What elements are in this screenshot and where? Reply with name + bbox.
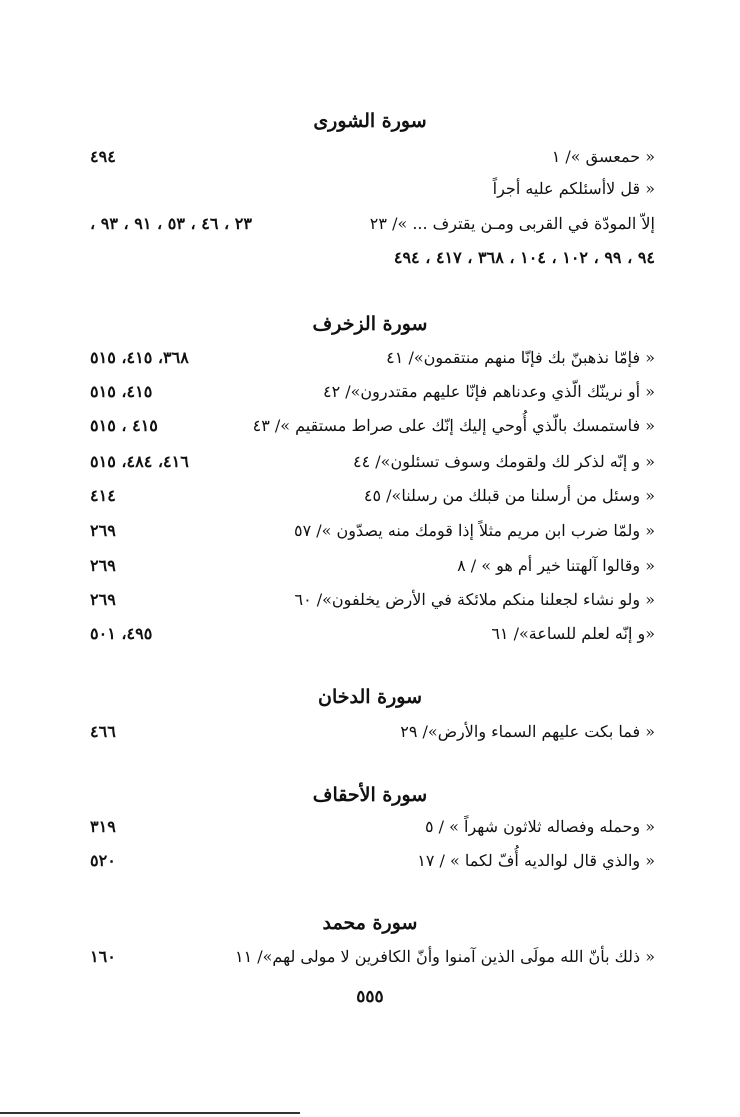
index-entry <box>90 485 655 515</box>
page-refs: ٣١٩ <box>90 817 116 836</box>
index-entry <box>90 623 655 653</box>
page-refs: ٤١٥ ، ٥١٥ <box>90 416 158 435</box>
index-entry <box>90 213 655 243</box>
page-number: ٥٥٥ <box>356 987 384 1007</box>
page-refs: ٢٦٩ <box>90 590 116 609</box>
scan-edge-line <box>0 1112 300 1114</box>
page-refs: ٤١٥، ٥١٥ <box>90 382 153 401</box>
section-title: سورة الأحقاف <box>312 784 428 806</box>
verse-text: « وحمله وفصاله ثلاثون شهراً » / ٥ <box>424 817 655 836</box>
verse-text: « حمعسق »/ ١ <box>551 147 655 166</box>
index-entry <box>90 381 655 411</box>
index-entry <box>90 721 655 751</box>
section-title: سورة الدخان <box>317 686 422 708</box>
page-refs: ٣٦٨، ٤١٥، ٥١٥ <box>90 348 189 367</box>
page-refs: ٢٦٩ <box>90 556 116 575</box>
page-refs-continuation: ٩٤ ، ٩٩ ، ١٠٢ ، ١٠٤ ، ٣٦٨ ، ٤١٧ ، ٤٩٤ <box>393 248 655 267</box>
section-title: سورة الزخرف <box>312 313 428 335</box>
verse-text: « وسئل من أرسلنا من قبلك من رسلنا»/ ٤٥ <box>363 486 655 505</box>
index-entry <box>90 415 655 445</box>
index-entry <box>90 850 655 880</box>
index-entry <box>90 347 655 377</box>
index-entry <box>90 946 655 976</box>
page-refs: ١٦٠ <box>90 947 116 966</box>
verse-text: « و إنّه لذكر لك ولقومك وسوف تسئلون»/ ٤٤ <box>353 452 655 471</box>
verse-text: « ولمّا ضرب ابن مريم مثلاً إذا قومك منه يصدّون »/ ٥٧ <box>294 521 655 540</box>
index-entry <box>90 178 655 208</box>
verse-text: « فاستمسك بالّذي أُوحي إليك إنّك على صراط مستقيم »/ ٤٣ <box>252 416 655 435</box>
section-title: سورة الشورى <box>313 110 427 132</box>
verse-text: إلاّ المودّة في القربى ومـن يقترف ... »/ ٢٣ <box>369 214 655 233</box>
index-entry <box>90 520 655 550</box>
section-title: سورة محمد <box>322 912 418 934</box>
verse-text: « والذي قال لوالديه أُفّ لكما » / ١٧ <box>417 851 655 870</box>
page-refs: ٢٣ ، ٤٦ ، ٥٣ ، ٩١ ، ٩٣ ، <box>90 214 252 233</box>
page-refs: ٤١٤ <box>90 486 116 505</box>
verse-text: « وقالوا آلهتنا خير أم هو » / ٨ <box>457 556 655 575</box>
page-refs: ٢٦٩ <box>90 521 116 540</box>
page-refs: ٤٦٦ <box>90 722 116 741</box>
index-entry <box>90 146 655 176</box>
verse-text: « قل لاأسئلكم عليه أجراً <box>492 179 655 198</box>
verse-text: « ذلك بأنّ الله مولَى الذين آمنوا وأنّ الكافرين لا مولى لهم»/ ١١ <box>234 947 655 966</box>
index-entry <box>90 555 655 585</box>
index-entry <box>90 589 655 619</box>
verse-text: « فإمّا نذهبنّ بك فإنّا منهم منتقمون»/ ٤١ <box>386 348 655 367</box>
page-refs: ٤٩٤ <box>90 147 116 166</box>
verse-text: «و إنّه لعلم للساعة»/ ٦١ <box>491 624 655 643</box>
page-refs: ٥٢٠ <box>90 851 116 870</box>
page-refs: ٤٩٥، ٥٠١ <box>90 624 153 643</box>
index-entry <box>90 451 655 481</box>
verse-text: « ولو نشاء لجعلنا منكم ملائكة في الأرض يخلفون»/ ٦٠ <box>294 590 655 609</box>
verse-text: « فما بكت عليهم السماء والأرض»/ ٢٩ <box>400 722 655 741</box>
index-entry <box>90 816 655 846</box>
verse-text: « أو نرينّك الّذي وعدناهم فإنّا عليهم مقتدرون»/ ٤٢ <box>322 382 655 401</box>
page-refs: ٤١٦، ٤٨٤، ٥١٥ <box>90 452 189 471</box>
